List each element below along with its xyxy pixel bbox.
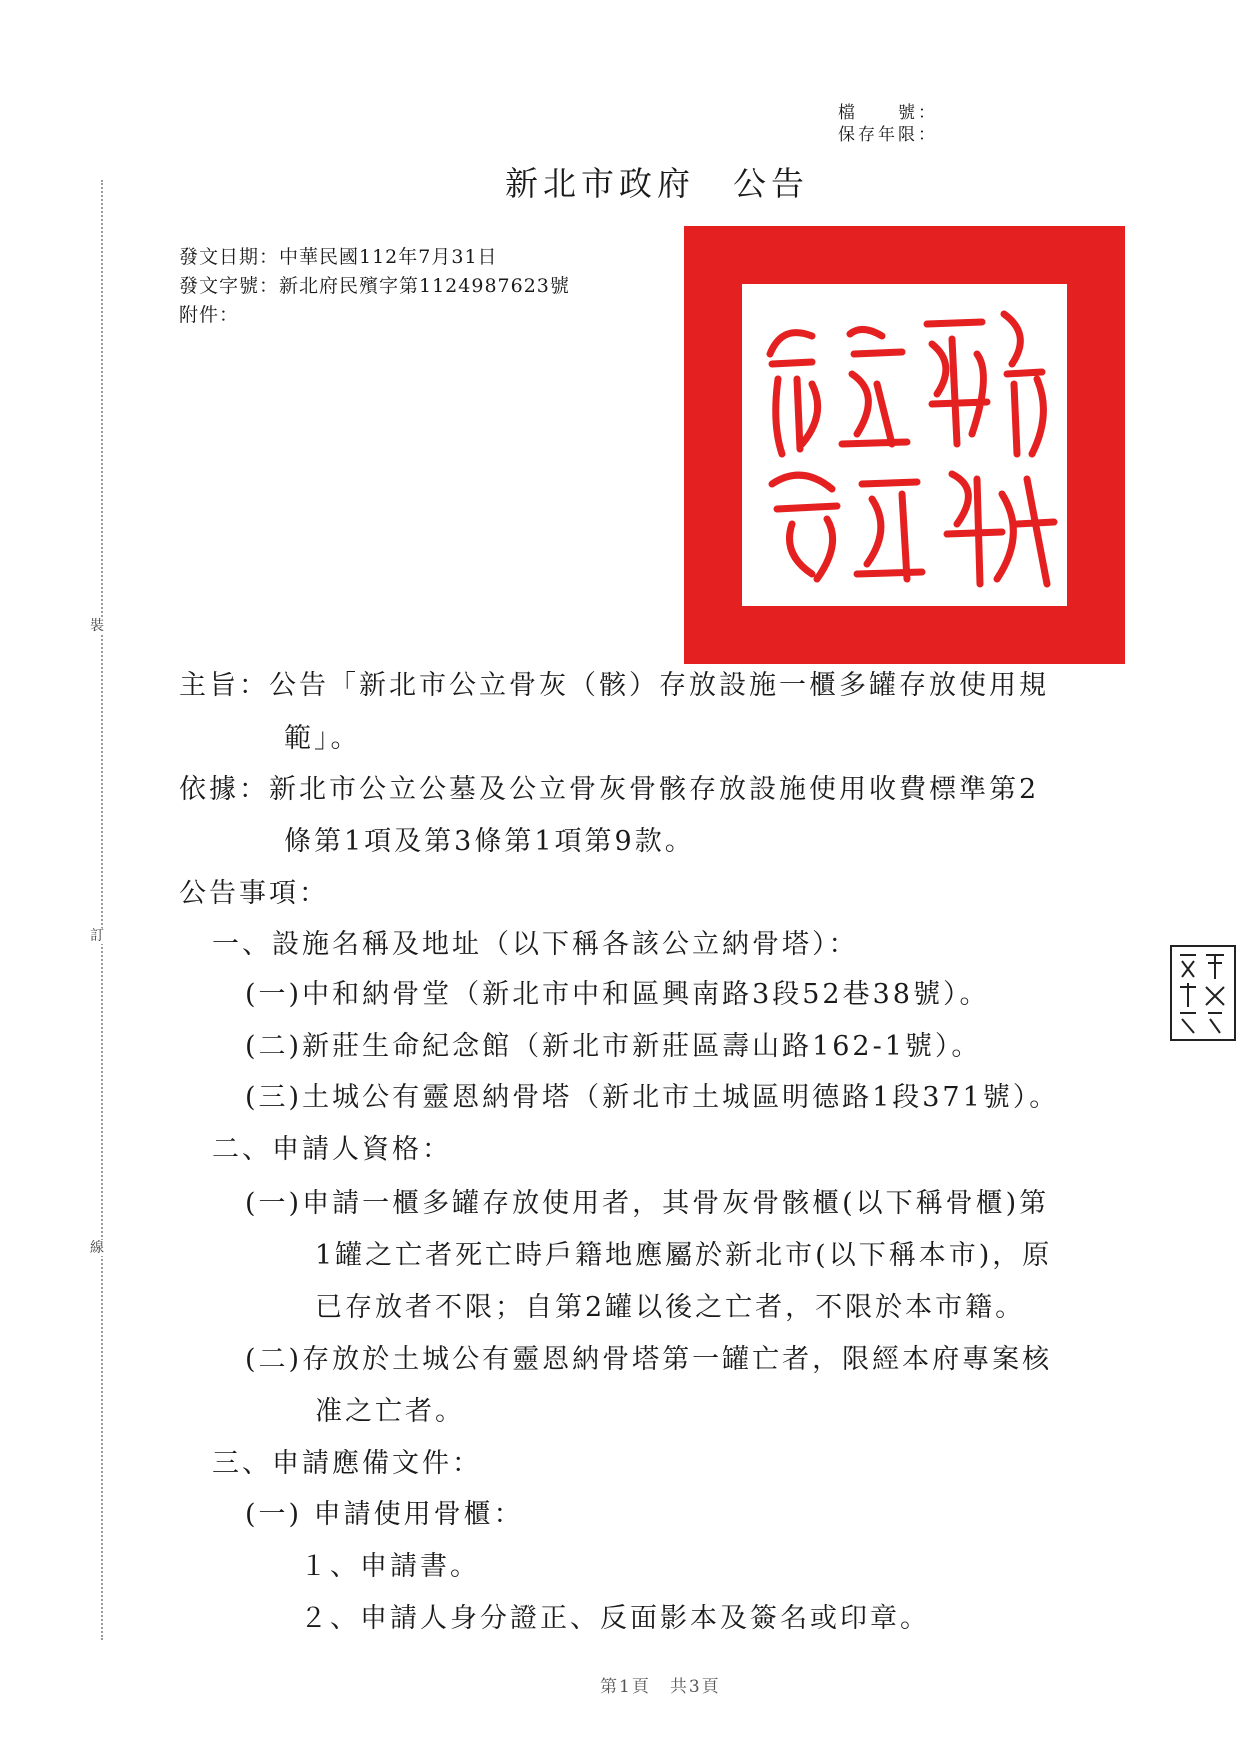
file-number-label: 檔 號： <box>838 103 938 123</box>
list-item: ２、申請人身分證正、反面影本及簽名或印章。 <box>300 1603 930 1634</box>
retention-label: 保存年限： <box>838 125 938 145</box>
list-item: (三)土城公有靈恩納骨塔（新北市土城區明德路1段371號）。 <box>245 1082 1060 1113</box>
section-heading: 三、申請應備文件： <box>212 1448 482 1479</box>
list-item: (二)新莊生命紀念館（新北市新莊區壽山路162-1號）。 <box>245 1031 982 1062</box>
subject-line: 主旨：公告「新北市公立骨灰（骸）存放設施一櫃多罐存放使用規 <box>179 670 1049 701</box>
seal-inner <box>742 284 1067 606</box>
binding-mark: 線 <box>90 1240 104 1256</box>
list-item: (二)存放於土城公有靈恩納骨塔第一罐亡者，限經本府專案核 <box>245 1344 1053 1375</box>
section-heading: 二、申請人資格： <box>212 1134 452 1165</box>
basis-line: 條第1項及第3條第1項第9款。 <box>284 826 695 857</box>
official-seal <box>684 226 1125 664</box>
binding-mark: 訂 <box>90 928 104 944</box>
list-item: 准之亡者。 <box>315 1396 465 1427</box>
list-item: (一)申請一櫃多罐存放使用者，其骨灰骨骸櫃(以下稱骨櫃)第 <box>245 1188 1050 1219</box>
list-item: (一)中和納骨堂（新北市中和區興南路3段52巷38號）。 <box>245 979 990 1010</box>
binding-line <box>101 180 103 1640</box>
section-heading: 一、設施名稱及地址（以下稱各該公立納骨塔）： <box>212 929 859 960</box>
list-item: 1罐之亡者死亡時戶籍地應屬於新北市(以下稱本市)，原 <box>315 1240 1053 1271</box>
verification-stamp <box>1170 945 1236 1041</box>
notice-heading: 公告事項： <box>179 878 329 909</box>
document-number: 發文字號：新北府民殯字第1124987623號 <box>179 275 570 297</box>
attachment-label: 附件： <box>179 304 240 326</box>
basis-line: 依據：新北市公立公墓及公立骨灰骨骸存放設施使用收費標準第2 <box>179 774 1040 805</box>
issue-date: 發文日期：中華民國112年7月31日 <box>179 246 498 268</box>
binding-mark: 裝 <box>90 618 104 634</box>
subject-line: 範」。 <box>284 723 361 754</box>
list-item: 已存放者不限；自第2罐以後之亡者，不限於本市籍。 <box>315 1292 1026 1323</box>
list-item: (一) 申請使用骨櫃： <box>245 1499 524 1530</box>
document-title: 新北市政府 公告 <box>505 164 809 203</box>
page-number: 第1頁 共3頁 <box>600 1677 721 1697</box>
stamp-glyph-icon <box>1172 947 1234 1039</box>
list-item: １、申請書。 <box>300 1551 480 1582</box>
seal-calligraphy-icon <box>742 284 1067 606</box>
